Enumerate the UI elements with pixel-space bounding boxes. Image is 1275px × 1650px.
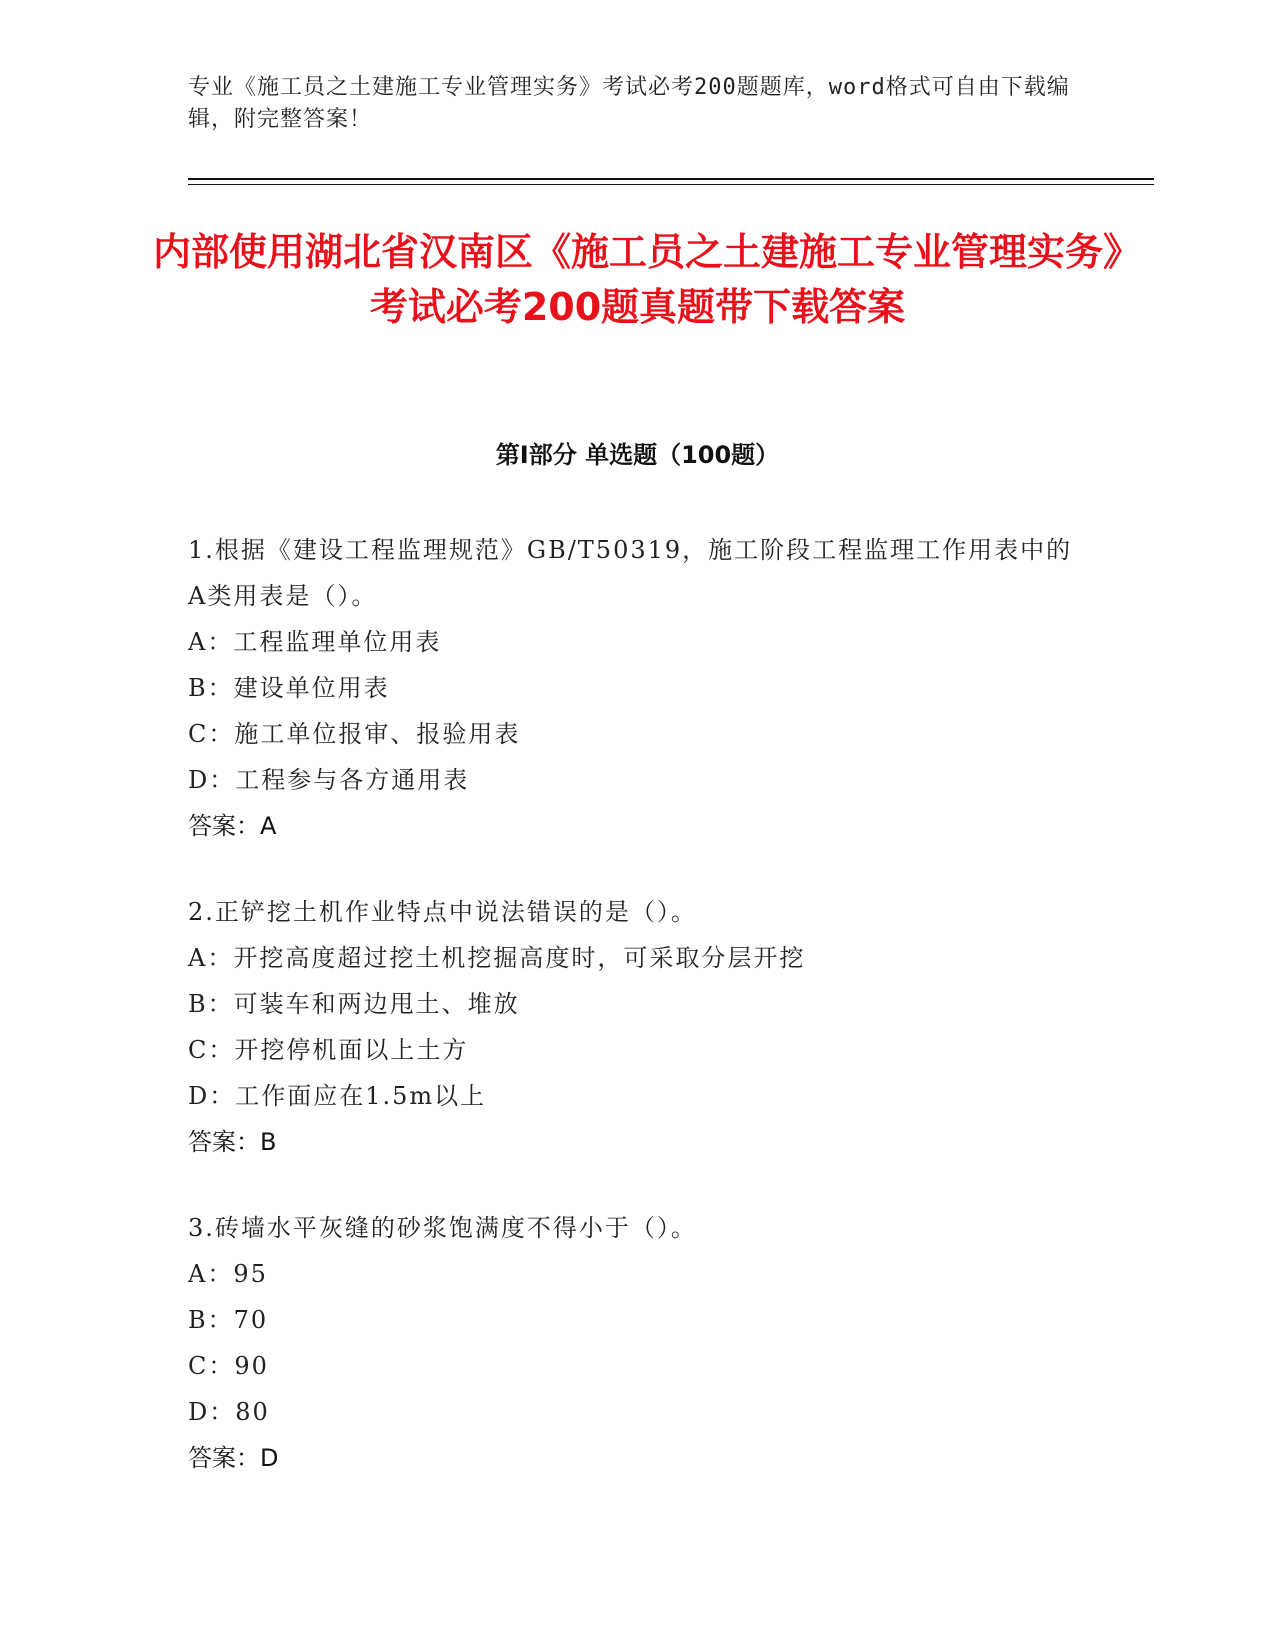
- answer-text: 答案：B: [188, 1128, 277, 1156]
- option-c: C：施工单位报审、报验用表: [188, 720, 521, 748]
- header-note: 专业《施工员之土建施工专业管理实务》考试必考200题题库，word格式可自由下载编辑，附完整答案！: [188, 75, 1070, 132]
- question-block: [188, 1205, 1088, 1481]
- question-stem: 1.根据《建设工程监理规范》GB/T50319，施工阶段工程监理工作用表中的A类用表是（）。: [188, 536, 1073, 610]
- option-b: B：70: [188, 1306, 269, 1334]
- question-stem: 3.砖墙水平灰缝的砂浆饱满度不得小于（）。: [188, 1214, 697, 1242]
- option-d: D：工程参与各方通用表: [188, 766, 470, 794]
- option-c: C：90: [188, 1352, 269, 1380]
- option-a: A：开挖高度超过挖土机挖掘高度时，可采取分层开挖: [188, 944, 806, 972]
- option-d: D：工作面应在1.5m以上: [188, 1082, 487, 1110]
- question-stem: 2.正铲挖土机作业特点中说法错误的是（）。: [188, 898, 697, 926]
- option-d: D：80: [188, 1398, 270, 1426]
- option-b: B：建设单位用表: [188, 674, 390, 702]
- answer-text: 答案：A: [188, 812, 277, 840]
- option-a: A：95: [188, 1260, 268, 1288]
- answer-text: 答案：D: [188, 1444, 279, 1472]
- option-c: C：开挖停机面以上土方: [188, 1036, 469, 1064]
- question-block: [188, 527, 1088, 849]
- header-rule-thick: [188, 178, 1154, 180]
- section-title: 第I部分 单选题（100题）: [495, 441, 780, 469]
- header-rule-thin: [188, 184, 1154, 185]
- option-a: A：工程监理单位用表: [188, 628, 442, 656]
- document-title: 内部使用湖北省汉南区《施工员之土建施工专业管理实务》考试必考200题真题带下载答案: [152, 230, 1122, 329]
- option-b: B：可装车和两边甩土、堆放: [188, 990, 520, 1018]
- question-block: [188, 889, 1088, 1165]
